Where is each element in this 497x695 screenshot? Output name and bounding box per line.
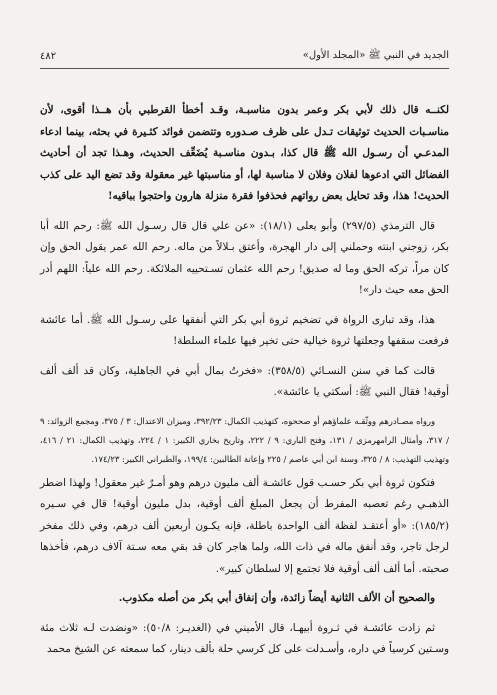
paragraph-argument: لكنــه قال ذلك لأبي بكر وعمر بدون مناسبـة، وقـد أخطأ القرطبي بأن هــذا أقوى، لأن مناسـبات الحديث توثيقات تـدل على ظرف صـدوره وتتضمن فوائد كثـيرة في بحثه، بينما ادعاء المدعـي أن رسـول الله ﷺ قال كذا، بـدون مناسـبة يُضَعِّف الحديث، وهـذا تجد أن أحاديث الفضائل التي ادعوها لفلان وفلان لا مناسبة لها، أو مناسبتها غير معقولة وقد تضع اليد على كذب الحديث! هذا، وقد تحايل بعض رواتهم فحذفوا فقرة منزلة هارون واحتجوا بباقيه! [40,104,449,202]
paragraph-sources: ورواه مصـادرهم ووثّقـه علماؤهم أو صححوه، كتهذيب الكمال: ٣٩٢/٢٣، وميزان الاعتدال: ٣ / ٣٧٥، ومجمع الزوائد: ٩ / ٣١٧، وأمثال الرامهرمزي / ١٣١، وفتح الباري: ٩ / ٢٢٢، وتاريخ بخاري الكبير: ١ / ٢٢٤، وتهذيب الكمال: ٢١ / ٤١٦، وتهذيب التهذيب: ٨ / ٣٢٥، وسنة ابن أبي عاصم / ٢٢٥ وإعانة الطالبين: ١٩٩/٤، والطبراني الكبير: ١٧٤/٢٣. [40,415,449,464]
paragraph-nasai-quote: قالت كما في سنن النسـائي (٣٥٨/٥): «فخرتُ بمال أبي في الجاهلية، وكان قد ألف ألف أوقية! فقال النبي ﷺ: أسكتي يا عائشة». [40,364,449,398]
paragraph-wealth-intro: هذا، وقد تبارى الرواة في تضخيم ثروة أبي بكر التي أنفقها على رسـول الله ﷺ. أما عائشة فرفعت سقفها وجعلتها ثروة خيالية حتى تخير فيها علماء السلطة! [40,313,449,347]
page-body [40,100,449,669]
paragraph-dhahabi: فتكون ثروة أبي بكر حسـب قول عائشـة ألف مليون درهم وهو أمـرٌ غير معقول! ولهذا اضطر الذهبـي رغم تعصبه المفرط أن يجعل المبلغ ألف أوقية، بدل مليون أوقية! قال في سـيره (١٨٥/٢): «أو أعتقـد لفظة ألف الواحدة باطلة، فإنه يكـون أربعين ألف درهم، وفي ذلك مفخر لرجل تاجر، وقد أنفق ماله في ذات الله، ولما هاجر كان قد بقي معه سـتة آلاف درهم، فأخذها صحبته. أما ألف ألف أوقية فلا تجتمع إلا لسلطان كبير». [40,476,449,575]
paragraph-conclusion: والصحيح أن الألف الثانية أيضاً زائدة، وأن إنفاق أبي بكر من أصله مكذوب. [118,592,435,604]
page-number: ٤٨٢ [40,50,57,62]
paragraph-ghadir: ثم زادت عائشـة في ثـروة أبيهـا، قال الأميني في (الغديـر: ٥٠/٨): «ونضدت لـه ثلاث مئة وسـتين كرسياً في داره، وأسـدلت على كل كرسي حلة بألف دينار، كما سمعته عن الشيخ محمد [40,621,449,655]
running-title: الجديد في النبي ﷺ «المجلد الأول» [302,50,449,61]
header-divider [40,68,449,69]
paragraph-tirmidhi-quote: قال الترمذي (٢٩٧/٥) وأبو يعلى (١٨/١): «عن علي قال قال رسـول الله ﷺ: رحم الله أبا بكر، زوجني ابنته وحملني إلى دار الهجرة، وأعتق بـلالاً من ماله. رحم الله عمر يقول الحق وإن كان مراً، تركه الحق وما له صديق! رحم الله عثمان تسـتحييه الملائكة. رحم الله علياً: اللهم أدر الحق معه حيث دار»! [40,219,449,296]
page-header [40,47,449,65]
